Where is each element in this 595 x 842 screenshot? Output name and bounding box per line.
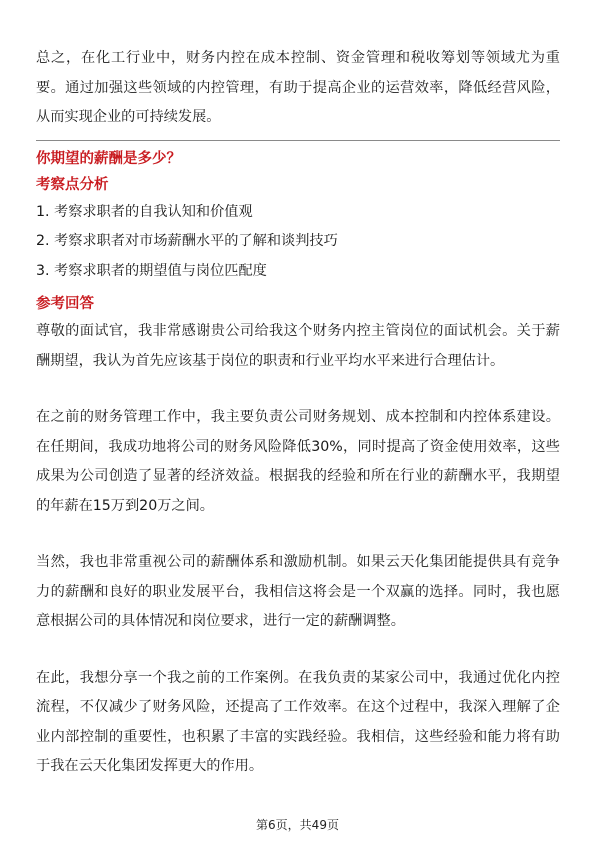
section-divider <box>36 140 560 141</box>
answer-paragraph: 在之前的财务管理工作中，我主要负责公司财务规划、成本控制和内控体系建设。在任期间，我成功地将公司的财务风险降低30%，同时提高了资金使用效率，这些成果为公司创造了显著的经济效益。根据我的经验和所在行业的薪酬水平，我期望的年薪在15万到20万之间。 <box>36 409 560 514</box>
analysis-item: 1. 考察求职者的自我认知和价值观 <box>36 203 253 220</box>
answer-paragraph: 尊敬的面试官，我非常感谢贵公司给我这个财务内控主管岗位的面试机会。关于薪酬期望，我认为首先应该基于岗位的职责和行业平均水平来进行合理估计。 <box>36 323 560 369</box>
intro-paragraph: 总之，在化工行业中，财务内控在成本控制、资金管理和税收筹划等领域尤为重要。通过加强这些领域的内控管理，有助于提高企业的运营效率，降低经营风险，从而实现企业的可持续发展。 <box>36 50 560 125</box>
answer-paragraph: 在此，我想分享一个我之前的工作案例。在我负责的某家公司中，我通过优化内控流程，不仅减少了财务风险，还提高了工作效率。在这个过程中，我深入理解了企业内部控制的重要性，也积累了丰富的实践经验。我相信，这些经验和能力将有助于我在云天化集团发挥更大的作用。 <box>36 669 560 774</box>
question-heading: 你期望的薪酬是多少？ <box>36 150 181 167</box>
answer-heading: 参考回答 <box>36 296 94 312</box>
document-page <box>36 44 560 782</box>
analysis-item: 3. 考察求职者的期望值与岗位匹配度 <box>36 262 267 279</box>
analysis-item: 2. 考察求职者对市场薪酬水平的了解和谈判技巧 <box>36 233 338 249</box>
analysis-heading: 考察点分析 <box>36 176 109 193</box>
analysis-list <box>36 198 560 287</box>
page-number: 第6页，共49页 <box>256 818 339 832</box>
answer-paragraph: 当然，我也非常重视公司的薪酬体系和激励机制。如果云天化集团能提供具有竞争力的薪酬和良好的职业发展平台，我相信这将会是一个双赢的选择。同时，我也愿意根据公司的具体情况和岗位要求，进行一定的薪酬调整。 <box>36 554 560 629</box>
